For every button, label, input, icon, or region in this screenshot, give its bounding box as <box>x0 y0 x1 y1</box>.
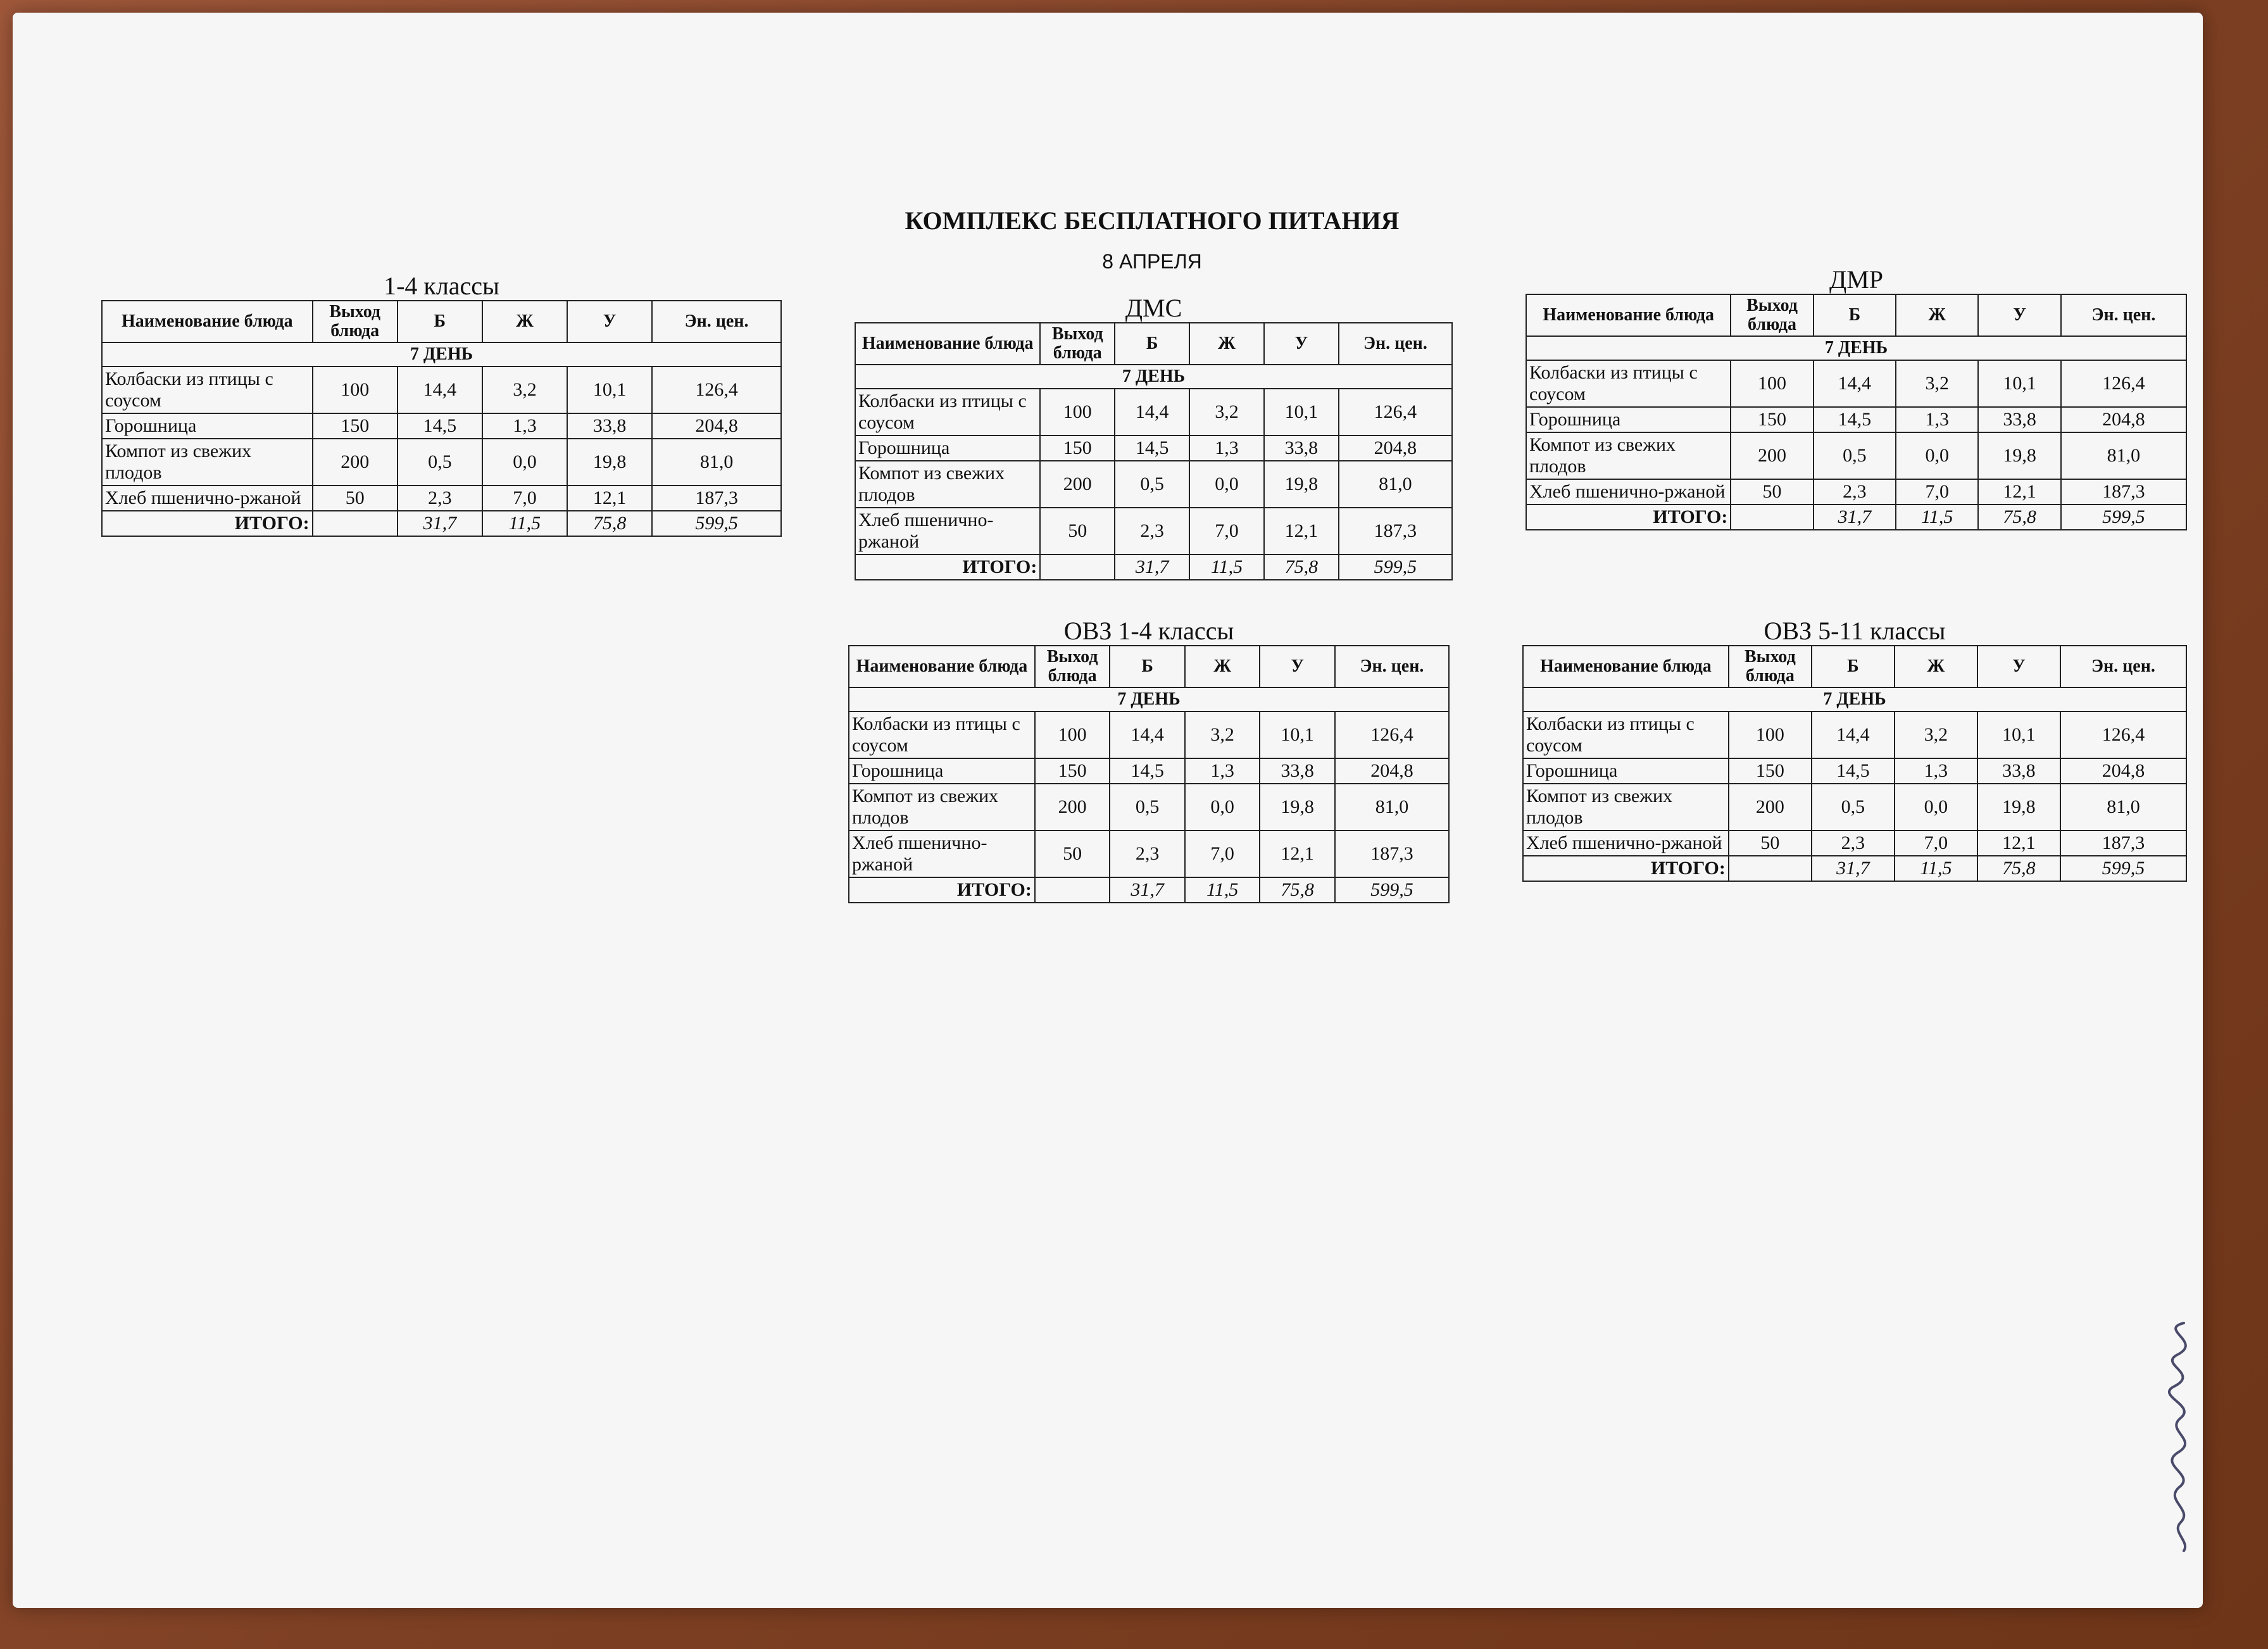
dish-energy: 204,8 <box>2060 758 2186 784</box>
dish-energy: 81,0 <box>652 439 781 486</box>
header-row <box>855 323 1452 365</box>
col-header-name: Наименование блюда <box>849 646 1035 687</box>
total-carbs: 75,8 <box>1978 505 2060 530</box>
col-header-b: Б <box>1812 646 1895 687</box>
dish-protein: 14,4 <box>1814 360 1896 407</box>
col-header-energy: Эн. цен. <box>652 301 781 342</box>
table-row <box>102 486 781 511</box>
day-row <box>1526 336 2186 360</box>
menu-table <box>1522 645 2187 882</box>
total-yield-empty <box>1035 877 1110 903</box>
dish-protein: 2,3 <box>1812 831 1895 856</box>
menu-table <box>855 322 1453 580</box>
dish-yield: 150 <box>1731 407 1813 432</box>
dish-name: Хлеб пшенично-ржаной <box>102 486 313 511</box>
col-header-name: Наименование блюда <box>1523 646 1729 687</box>
dish-energy: 126,4 <box>2061 360 2186 407</box>
dish-name: Колбаски из птицы с соусом <box>1526 360 1731 407</box>
col-header-energy: Эн. цен. <box>2060 646 2186 687</box>
dish-name: Горошница <box>102 413 313 439</box>
dish-energy: 81,0 <box>2060 784 2186 831</box>
total-fat: 11,5 <box>1189 555 1264 580</box>
dish-protein: 2,3 <box>1814 479 1896 505</box>
col-header-b: Б <box>1115 323 1189 365</box>
total-row <box>849 877 1449 903</box>
dish-carbs: 12,1 <box>1260 831 1335 877</box>
menu-table <box>101 300 782 537</box>
col-header-zh: Ж <box>1189 323 1264 365</box>
dish-fat: 0,0 <box>1185 784 1260 831</box>
dish-yield: 50 <box>1731 479 1813 505</box>
total-row <box>102 511 781 536</box>
dish-name: Хлеб пшенично-ржаной <box>855 508 1040 555</box>
dish-energy: 187,3 <box>1335 831 1449 877</box>
dish-protein: 14,4 <box>1110 712 1185 758</box>
table-row <box>855 436 1452 461</box>
document-date: 8 АПРЕЛЯ <box>1102 250 1202 273</box>
handwritten-signature <box>2146 1317 2215 1557</box>
col-header-yield: Выход блюда <box>313 301 398 342</box>
col-header-energy: Эн. цен. <box>1339 323 1452 365</box>
dish-energy: 187,3 <box>652 486 781 511</box>
col-header-b: Б <box>1814 294 1896 336</box>
table-row <box>102 413 781 439</box>
total-yield-empty <box>1731 505 1813 530</box>
dish-yield: 50 <box>1729 831 1812 856</box>
dish-carbs: 19,8 <box>1978 432 2060 479</box>
col-header-b: Б <box>398 301 482 342</box>
dish-energy: 187,3 <box>1339 508 1452 555</box>
table-row <box>855 389 1452 436</box>
dish-yield: 200 <box>1035 784 1110 831</box>
dish-name: Колбаски из птицы с соусом <box>102 367 313 413</box>
table-row <box>1523 758 2186 784</box>
dish-protein: 0,5 <box>1814 432 1896 479</box>
dish-carbs: 12,1 <box>1977 831 2060 856</box>
document-title: КОМПЛЕКС БЕСПЛАТНОГО ПИТАНИЯ <box>905 206 1400 235</box>
dish-fat: 0,0 <box>1189 461 1264 508</box>
dish-yield: 150 <box>1729 758 1812 784</box>
dish-protein: 0,5 <box>1115 461 1189 508</box>
dish-carbs: 10,1 <box>1978 360 2060 407</box>
day-label: 7 ДЕНЬ <box>1523 687 2186 712</box>
col-header-yield: Выход блюда <box>1729 646 1812 687</box>
dish-fat: 1,3 <box>1895 758 1977 784</box>
col-header-energy: Эн. цен. <box>2061 294 2186 336</box>
col-header-u: У <box>1977 646 2060 687</box>
dish-fat: 3,2 <box>1895 712 1977 758</box>
dish-name: Колбаски из птицы с соусом <box>855 389 1040 436</box>
dish-fat: 1,3 <box>1189 436 1264 461</box>
total-fat: 11,5 <box>482 511 567 536</box>
total-row <box>1523 856 2186 881</box>
dish-protein: 2,3 <box>398 486 482 511</box>
col-header-b: Б <box>1110 646 1185 687</box>
total-fat: 11,5 <box>1895 856 1977 881</box>
total-carbs: 75,8 <box>567 511 652 536</box>
day-label: 7 ДЕНЬ <box>849 687 1449 712</box>
header-row <box>1523 646 2186 687</box>
total-carbs: 75,8 <box>1260 877 1335 903</box>
menu-block-1-4 <box>101 272 782 537</box>
block-title: ОВЗ 5-11 классы <box>1764 617 1946 645</box>
total-label: ИТОГО: <box>1526 505 1731 530</box>
paper-sheet <box>13 13 2203 1608</box>
dish-carbs: 19,8 <box>567 439 652 486</box>
total-energy: 599,5 <box>652 511 781 536</box>
header-row <box>1526 294 2186 336</box>
menu-table <box>1526 294 2187 530</box>
dish-name: Компот из свежих плодов <box>849 784 1035 831</box>
dish-name: Горошница <box>1526 407 1731 432</box>
dish-fat: 1,3 <box>482 413 567 439</box>
col-header-yield: Выход блюда <box>1035 646 1110 687</box>
dish-energy: 126,4 <box>1339 389 1452 436</box>
total-label: ИТОГО: <box>102 511 313 536</box>
dish-name: Компот из свежих плодов <box>855 461 1040 508</box>
dish-carbs: 33,8 <box>1978 407 2060 432</box>
block-title: ДМР <box>1829 265 1884 294</box>
dish-name: Колбаски из птицы с соусом <box>849 712 1035 758</box>
dish-carbs: 33,8 <box>1260 758 1335 784</box>
dish-name: Компот из свежих плодов <box>102 439 313 486</box>
total-energy: 599,5 <box>2060 856 2186 881</box>
col-header-yield: Выход блюда <box>1040 323 1115 365</box>
dish-yield: 150 <box>1035 758 1110 784</box>
col-header-zh: Ж <box>1895 646 1977 687</box>
col-header-energy: Эн. цен. <box>1335 646 1449 687</box>
col-header-zh: Ж <box>1896 294 1978 336</box>
total-energy: 599,5 <box>1339 555 1452 580</box>
dish-fat: 3,2 <box>1896 360 1978 407</box>
col-header-yield: Выход блюда <box>1731 294 1813 336</box>
dish-energy: 126,4 <box>1335 712 1449 758</box>
total-protein: 31,7 <box>1110 877 1185 903</box>
total-protein: 31,7 <box>398 511 482 536</box>
dish-energy: 187,3 <box>2060 831 2186 856</box>
menu-block-dmr <box>1526 266 2187 530</box>
total-label: ИТОГО: <box>855 555 1040 580</box>
table-row <box>1526 407 2186 432</box>
col-header-name: Наименование блюда <box>855 323 1040 365</box>
total-fat: 11,5 <box>1185 877 1260 903</box>
menu-block-dms <box>855 294 1453 580</box>
dish-carbs: 33,8 <box>1264 436 1339 461</box>
dish-yield: 50 <box>1040 508 1115 555</box>
dish-fat: 3,2 <box>1185 712 1260 758</box>
dish-fat: 7,0 <box>1896 479 1978 505</box>
dish-protein: 14,5 <box>1110 758 1185 784</box>
dish-name: Хлеб пшенично-ржаной <box>1526 479 1731 505</box>
dish-carbs: 19,8 <box>1260 784 1335 831</box>
table-row <box>1523 784 2186 831</box>
dish-yield: 50 <box>313 486 398 511</box>
table-row <box>102 367 781 413</box>
day-row <box>1523 687 2186 712</box>
total-label: ИТОГО: <box>1523 856 1729 881</box>
dish-carbs: 10,1 <box>1264 389 1339 436</box>
total-yield-empty <box>1729 856 1812 881</box>
menu-block-ovz-5-11 <box>1522 617 2187 882</box>
dish-energy: 204,8 <box>1339 436 1452 461</box>
dish-energy: 187,3 <box>2061 479 2186 505</box>
dish-yield: 150 <box>1040 436 1115 461</box>
total-energy: 599,5 <box>1335 877 1449 903</box>
table-row <box>1526 360 2186 407</box>
header-row <box>102 301 781 342</box>
dish-fat: 0,0 <box>1896 432 1978 479</box>
dish-protein: 14,4 <box>1812 712 1895 758</box>
dish-protein: 0,5 <box>1110 784 1185 831</box>
col-header-u: У <box>1260 646 1335 687</box>
table-row <box>855 508 1452 555</box>
table-row <box>1526 479 2186 505</box>
dish-carbs: 10,1 <box>1260 712 1335 758</box>
total-yield-empty <box>313 511 398 536</box>
dish-energy: 126,4 <box>2060 712 2186 758</box>
col-header-u: У <box>1264 323 1339 365</box>
dish-energy: 126,4 <box>652 367 781 413</box>
dish-yield: 100 <box>1729 712 1812 758</box>
col-header-u: У <box>567 301 652 342</box>
dish-yield: 200 <box>1731 432 1813 479</box>
dish-name: Хлеб пшенично-ржаной <box>849 831 1035 877</box>
total-yield-empty <box>1040 555 1115 580</box>
menu-block-ovz-1-4 <box>848 617 1450 903</box>
dish-name: Компот из свежих плодов <box>1523 784 1729 831</box>
dish-carbs: 19,8 <box>1264 461 1339 508</box>
dish-name: Колбаски из птицы с соусом <box>1523 712 1729 758</box>
col-header-name: Наименование блюда <box>102 301 313 342</box>
total-protein: 31,7 <box>1814 505 1896 530</box>
dish-name: Горошница <box>855 436 1040 461</box>
dish-fat: 0,0 <box>482 439 567 486</box>
total-carbs: 75,8 <box>1264 555 1339 580</box>
dish-fat: 7,0 <box>1185 831 1260 877</box>
dish-protein: 2,3 <box>1115 508 1189 555</box>
total-label: ИТОГО: <box>849 877 1035 903</box>
dish-name: Хлеб пшенично-ржаной <box>1523 831 1729 856</box>
dish-fat: 3,2 <box>482 367 567 413</box>
dish-yield: 200 <box>1040 461 1115 508</box>
dish-protein: 14,5 <box>1814 407 1896 432</box>
dish-energy: 204,8 <box>652 413 781 439</box>
dish-carbs: 33,8 <box>567 413 652 439</box>
dish-protein: 14,5 <box>1812 758 1895 784</box>
dish-yield: 100 <box>1035 712 1110 758</box>
day-row <box>855 365 1452 389</box>
dish-fat: 3,2 <box>1189 389 1264 436</box>
dish-energy: 81,0 <box>2061 432 2186 479</box>
dish-energy: 204,8 <box>2061 407 2186 432</box>
dish-protein: 0,5 <box>1812 784 1895 831</box>
dish-name: Компот из свежих плодов <box>1526 432 1731 479</box>
table-row <box>849 712 1449 758</box>
dish-yield: 200 <box>1729 784 1812 831</box>
total-row <box>855 555 1452 580</box>
dish-carbs: 10,1 <box>567 367 652 413</box>
dish-yield: 100 <box>313 367 398 413</box>
total-row <box>1526 505 2186 530</box>
dish-carbs: 12,1 <box>1264 508 1339 555</box>
table-row <box>849 758 1449 784</box>
dish-carbs: 10,1 <box>1977 712 2060 758</box>
dish-yield: 100 <box>1040 389 1115 436</box>
dish-yield: 100 <box>1731 360 1813 407</box>
table-row <box>849 784 1449 831</box>
dish-carbs: 12,1 <box>567 486 652 511</box>
day-label: 7 ДЕНЬ <box>855 365 1452 389</box>
dish-protein: 14,4 <box>1115 389 1189 436</box>
total-energy: 599,5 <box>2061 505 2186 530</box>
col-header-u: У <box>1978 294 2060 336</box>
day-label: 7 ДЕНЬ <box>1526 336 2186 360</box>
dish-yield: 150 <box>313 413 398 439</box>
dish-yield: 50 <box>1035 831 1110 877</box>
dish-energy: 81,0 <box>1335 784 1449 831</box>
day-label: 7 ДЕНЬ <box>102 342 781 367</box>
dish-yield: 200 <box>313 439 398 486</box>
total-fat: 11,5 <box>1896 505 1978 530</box>
day-row <box>849 687 1449 712</box>
dish-name: Горошница <box>1523 758 1729 784</box>
dish-energy: 204,8 <box>1335 758 1449 784</box>
dish-fat: 1,3 <box>1185 758 1260 784</box>
dish-carbs: 12,1 <box>1978 479 2060 505</box>
table-row <box>102 439 781 486</box>
block-title: ОВЗ 1-4 классы <box>1063 617 1234 645</box>
col-header-zh: Ж <box>1185 646 1260 687</box>
table-row <box>1523 712 2186 758</box>
day-row <box>102 342 781 367</box>
dish-name: Горошница <box>849 758 1035 784</box>
dish-carbs: 33,8 <box>1977 758 2060 784</box>
total-carbs: 75,8 <box>1977 856 2060 881</box>
total-protein: 31,7 <box>1812 856 1895 881</box>
block-title: 1-4 классы <box>384 272 499 300</box>
dish-protein: 14,5 <box>398 413 482 439</box>
block-title: ДМС <box>1125 294 1182 322</box>
dish-energy: 81,0 <box>1339 461 1452 508</box>
dish-protein: 2,3 <box>1110 831 1185 877</box>
table-row <box>1523 831 2186 856</box>
dish-protein: 14,5 <box>1115 436 1189 461</box>
dish-protein: 0,5 <box>398 439 482 486</box>
col-header-zh: Ж <box>482 301 567 342</box>
dish-protein: 14,4 <box>398 367 482 413</box>
table-row <box>855 461 1452 508</box>
dish-carbs: 19,8 <box>1977 784 2060 831</box>
table-row <box>849 831 1449 877</box>
dish-fat: 7,0 <box>1895 831 1977 856</box>
menu-table <box>848 645 1450 903</box>
dish-fat: 1,3 <box>1896 407 1978 432</box>
header-row <box>849 646 1449 687</box>
dish-fat: 0,0 <box>1895 784 1977 831</box>
dish-fat: 7,0 <box>482 486 567 511</box>
table-row <box>1526 432 2186 479</box>
dish-fat: 7,0 <box>1189 508 1264 555</box>
col-header-name: Наименование блюда <box>1526 294 1731 336</box>
total-protein: 31,7 <box>1115 555 1189 580</box>
